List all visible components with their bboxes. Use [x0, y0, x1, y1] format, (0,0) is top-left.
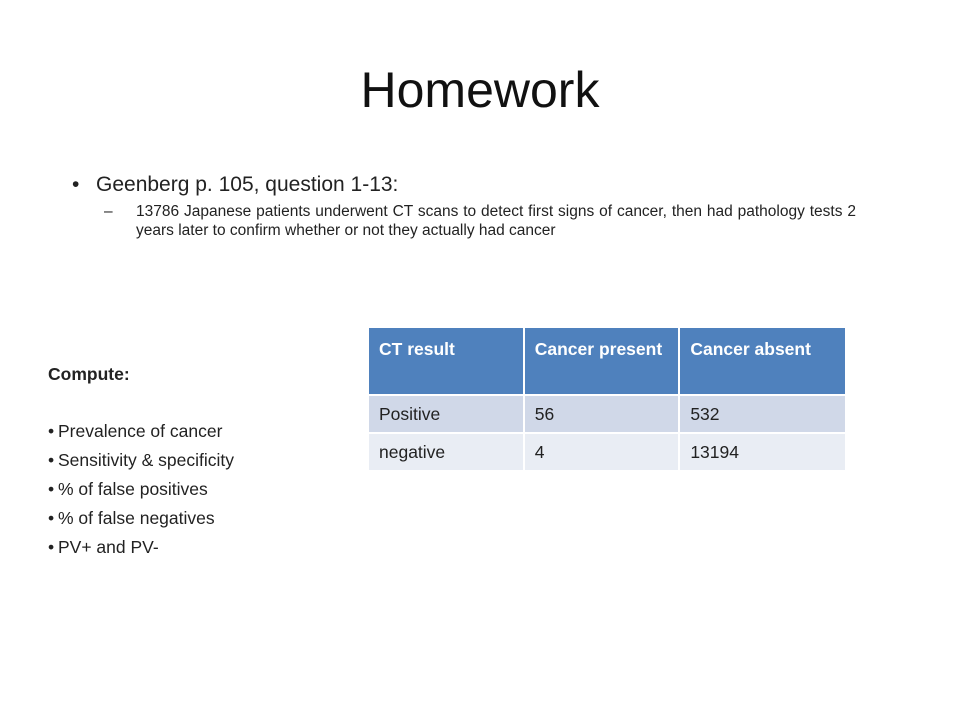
- compute-item: [48, 475, 348, 504]
- table-cell: negative: [369, 433, 524, 471]
- compute-item: [48, 533, 348, 562]
- compute-title: Compute:: [48, 364, 130, 384]
- compute-item-text: Prevalence of cancer: [58, 421, 223, 441]
- compute-item: [48, 446, 348, 475]
- compute-item-text: % of false positives: [58, 479, 208, 499]
- compute-bullet: •: [48, 450, 55, 470]
- compute-bullet: •: [48, 479, 55, 499]
- compute-bullet: •: [48, 421, 55, 441]
- compute-list: [48, 417, 348, 562]
- compute-bullet: •: [48, 537, 55, 557]
- compute-bullet: •: [48, 508, 55, 528]
- compute-item: [48, 504, 348, 533]
- ct-results-table: [369, 328, 847, 472]
- table-header-cell: Cancer absent: [679, 328, 846, 395]
- compute-item-text: PV+ and PV-: [58, 537, 159, 557]
- sub-bullet-marker: –: [104, 203, 113, 220]
- table-cell: 13194: [679, 433, 846, 471]
- table-header-cell: Cancer present: [524, 328, 680, 395]
- slide-title: Homework: [360, 62, 600, 118]
- table-row: [369, 395, 846, 433]
- table-cell: Positive: [369, 395, 524, 433]
- table-cell: 4: [524, 433, 680, 471]
- table-header-cell: CT result: [369, 328, 524, 395]
- compute-item: [48, 417, 348, 446]
- sub-bullet-text: 13786 Japanese patients underwent CT scans to detect first signs of cancer, then had pathology tests 2 years later to confirm whether or not they actually had cancer: [136, 203, 856, 239]
- compute-section: [48, 360, 348, 562]
- table-header-row: [369, 328, 846, 395]
- table-cell: 532: [679, 395, 846, 433]
- main-bullet-text: Geenberg p. 105, question 1-13:: [96, 173, 399, 196]
- compute-item-text: % of false negatives: [58, 508, 215, 528]
- table-row: [369, 433, 846, 471]
- compute-item-text: Sensitivity & specificity: [58, 450, 235, 470]
- table-cell: 56: [524, 395, 680, 433]
- bullet-marker: •: [72, 173, 80, 196]
